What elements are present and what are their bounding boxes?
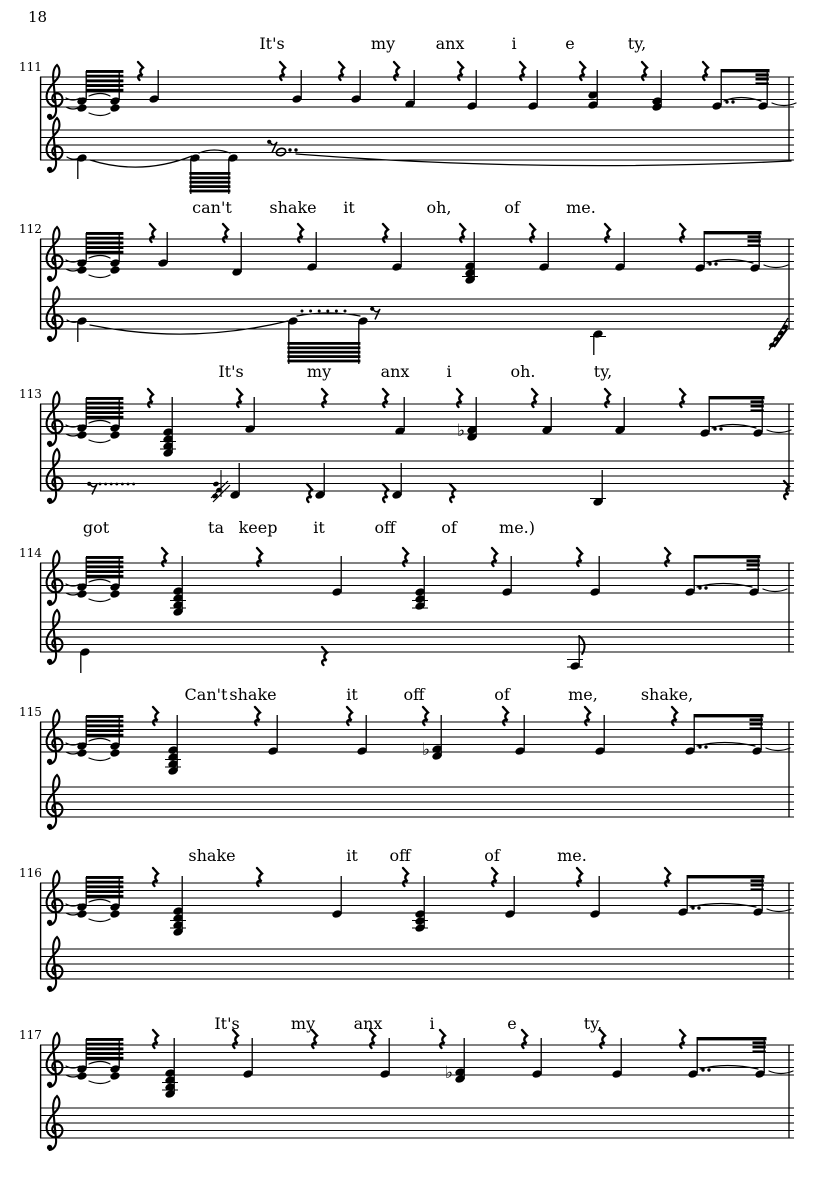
tie [766,748,790,751]
augmentation-dot [707,1068,710,1071]
staccato-dot [326,310,329,313]
slur [90,321,288,334]
lyric-word: of [484,846,500,865]
beam [189,176,230,179]
tie [767,430,791,433]
tie [89,758,110,761]
beam [751,888,764,891]
beam [709,396,765,399]
lyric-word: me. [557,846,587,865]
beam [753,1050,766,1053]
tremolo-beam [86,251,123,254]
staccato-dot [132,483,135,486]
staccato-dot [99,483,102,486]
measure-number: 115 [19,705,42,719]
staccato-dot [127,483,130,486]
top-staff [40,392,794,446]
measure-number: 117 [19,1028,42,1042]
lyric-word: my [290,1014,316,1033]
lyric-word: got [82,518,110,537]
tremolo-notehead [76,265,87,275]
lyric-word: ty, [627,34,647,53]
flat-accidental: ♭ [444,1063,454,1083]
lyric-word: off [374,518,396,537]
staccato-dot [115,483,118,486]
lyric-word: anx [435,34,465,53]
quarter-rest [307,484,312,502]
beam [753,1041,766,1044]
lyric-word: It's [214,1014,240,1033]
tie [89,113,110,116]
beam [751,405,764,408]
tie [89,440,110,443]
lyric-word: me, [568,685,598,704]
staccato-dot [104,483,107,486]
beam [748,240,761,243]
beam [756,73,769,76]
tremolo-beam [86,1043,123,1046]
beam [748,235,761,238]
flat-accidental: ♭ [456,421,466,441]
lyric-word: anx [353,1014,383,1033]
beam [747,559,760,562]
beam [287,355,360,358]
augmentation-dot [697,906,700,909]
lyric-word: my [370,34,396,53]
beam [694,714,764,717]
tremolo-beam [86,885,123,888]
grace-slash [769,318,788,350]
tremolo-beam [86,734,123,737]
bottom-staff [40,449,794,503]
bottom-staff [40,775,794,829]
tremolo-notehead [76,1071,87,1081]
tremolo-notehead [109,589,120,599]
tremolo-notehead [109,265,120,275]
measure-number: 114 [19,546,42,560]
system-116 [19,846,794,991]
measure-number: 116 [19,866,42,880]
tremolo-beam [86,1038,123,1041]
tie [772,103,796,106]
beam [753,1046,766,1049]
system-114 [19,546,794,673]
tremolo-beam [86,70,123,73]
beam [756,78,769,81]
tremolo-beam [86,411,123,414]
augmentation-dot [704,586,707,589]
tremolo-beam [86,724,123,727]
tremolo-notehead [76,430,87,440]
beam [287,342,360,345]
beam [747,568,760,571]
tremolo-beam [86,565,123,568]
tremolo-beam [86,720,123,723]
tremolo-beam [86,89,123,92]
lyric-word: e [565,34,575,53]
tremolo-beam [86,241,123,244]
slur [90,156,192,167]
system-115 [19,685,794,829]
lyric-word: of [494,685,510,704]
tremolo-notehead [109,1071,120,1081]
quarter-rest [322,647,327,665]
tremolo-beam [86,729,123,732]
tremolo-beam [86,246,123,249]
beam [189,185,230,188]
tremolo-beam [86,1047,123,1050]
augmentation-dot [731,100,734,103]
lyric-word: shake [229,685,277,704]
tie [89,421,110,424]
grace-note [212,481,219,487]
lyric-word: me. [566,198,596,217]
beam [751,884,764,887]
tie [89,94,110,97]
lyric-word: my [306,362,332,381]
lyric-word: Can't [184,685,228,704]
tie [89,1081,110,1084]
augmentation-dot [719,427,722,430]
lyric-word: of [441,518,457,537]
lyric-word: it [346,685,358,704]
flat-accidental: ♭ [421,740,431,760]
lyric-word: of [504,198,520,217]
tremolo-notehead [76,748,87,758]
quarter-rest [383,484,388,502]
lyric-word: anx [380,362,410,381]
beam [748,244,761,247]
tie [763,589,787,592]
beam [189,181,230,184]
lyric-word: i [511,34,517,53]
bottom-staff [40,1096,794,1150]
beam [747,564,760,567]
tremolo-beam [86,890,123,893]
beam [189,190,230,193]
system-117 [19,1014,794,1150]
tie [89,739,110,742]
lyric-word: off [403,685,425,704]
augmentation-dot [714,262,717,265]
beam [694,555,761,558]
page-number: 18 [28,8,48,26]
tremolo-beam [86,79,123,82]
tremolo-beam [86,895,123,898]
beam [687,875,765,878]
lyric-word: ty, [583,1014,603,1033]
beam [287,351,360,354]
measure-number: 111 [19,60,42,74]
beam [751,400,764,403]
tremolo-beam [86,881,123,884]
bottom-staff [40,610,794,664]
lyric-word: can't [192,198,232,217]
beam [751,879,764,882]
lyric-word: shake [269,198,317,217]
lyric-word: It's [218,362,244,381]
staccato-dot [121,483,124,486]
tie [767,909,791,912]
tremolo-notehead [109,430,120,440]
lyric-word: i [429,1014,435,1033]
lyric-word: off [389,846,411,865]
tremolo-beam [86,402,123,405]
augmentation-dot [288,148,291,151]
system-111 [19,34,796,194]
tie [89,919,110,922]
staccato-dot [344,310,347,313]
tremolo-beam [86,84,123,87]
bottom-staff [40,118,794,172]
system-113 [19,362,794,537]
tremolo-beam [86,570,123,573]
augmentation-dot [294,148,297,151]
lyric-word: ta [208,518,224,537]
tremolo-beam [86,575,123,578]
tremolo-beam [86,232,123,235]
lyric-word: shake [188,846,236,865]
tremolo-notehead [109,748,120,758]
beam [287,346,360,349]
top-staff [40,1033,794,1087]
augmentation-dot [704,745,707,748]
lyric-word: it [313,518,325,537]
top-staff [40,710,794,764]
beam [697,1037,767,1040]
tremolo-beam [86,876,123,879]
tremolo-beam [86,237,123,240]
tremolo-beam [86,715,123,718]
lyric-word: e [507,1014,517,1033]
tremolo-notehead [76,103,87,113]
tremolo-notehead [109,909,120,919]
lyric-word: i [446,362,452,381]
staccato-dot [301,310,304,313]
beam [751,409,764,412]
measure-number: 112 [19,222,42,236]
tremolo-notehead [109,103,120,113]
staccato-dot [335,310,338,313]
beam [756,82,769,85]
lyric-word: It's [259,34,285,53]
bottom-staff [40,937,794,991]
beam [750,727,763,730]
tremolo-beam [86,1057,123,1060]
tie [764,265,788,268]
tie [89,900,110,903]
lyric-word: keep [238,518,278,537]
staccato-dot [309,310,312,313]
tie [89,275,110,278]
measure-number: 113 [19,387,42,401]
lyric-word: oh. [510,362,536,381]
top-staff [40,65,794,119]
tremolo-notehead [76,909,87,919]
beam [189,172,230,175]
beam [704,231,762,234]
lyric-word: oh, [426,198,452,217]
tie [89,580,110,583]
lyric-word: it [346,846,358,865]
beam [750,723,763,726]
tie [89,599,110,602]
tremolo-beam [86,397,123,400]
beam [721,69,770,72]
lyric-word: me.) [499,518,535,537]
beam [750,718,763,721]
tremolo-beam [86,556,123,559]
tremolo-beam [86,406,123,409]
tie [89,256,110,259]
system-112 [19,198,794,364]
staccato-dot [318,310,321,313]
tremolo-beam [86,75,123,78]
lyric-word: ty, [593,362,613,381]
lyric-word: it [343,198,355,217]
tremolo-notehead [76,589,87,599]
tremolo-beam [86,416,123,419]
lyric-word: shake, [640,685,694,704]
tie [89,1062,110,1065]
staccato-dot [110,483,113,486]
tremolo-beam [86,561,123,564]
quarter-rest [450,484,455,502]
tremolo-beam [86,1052,123,1055]
